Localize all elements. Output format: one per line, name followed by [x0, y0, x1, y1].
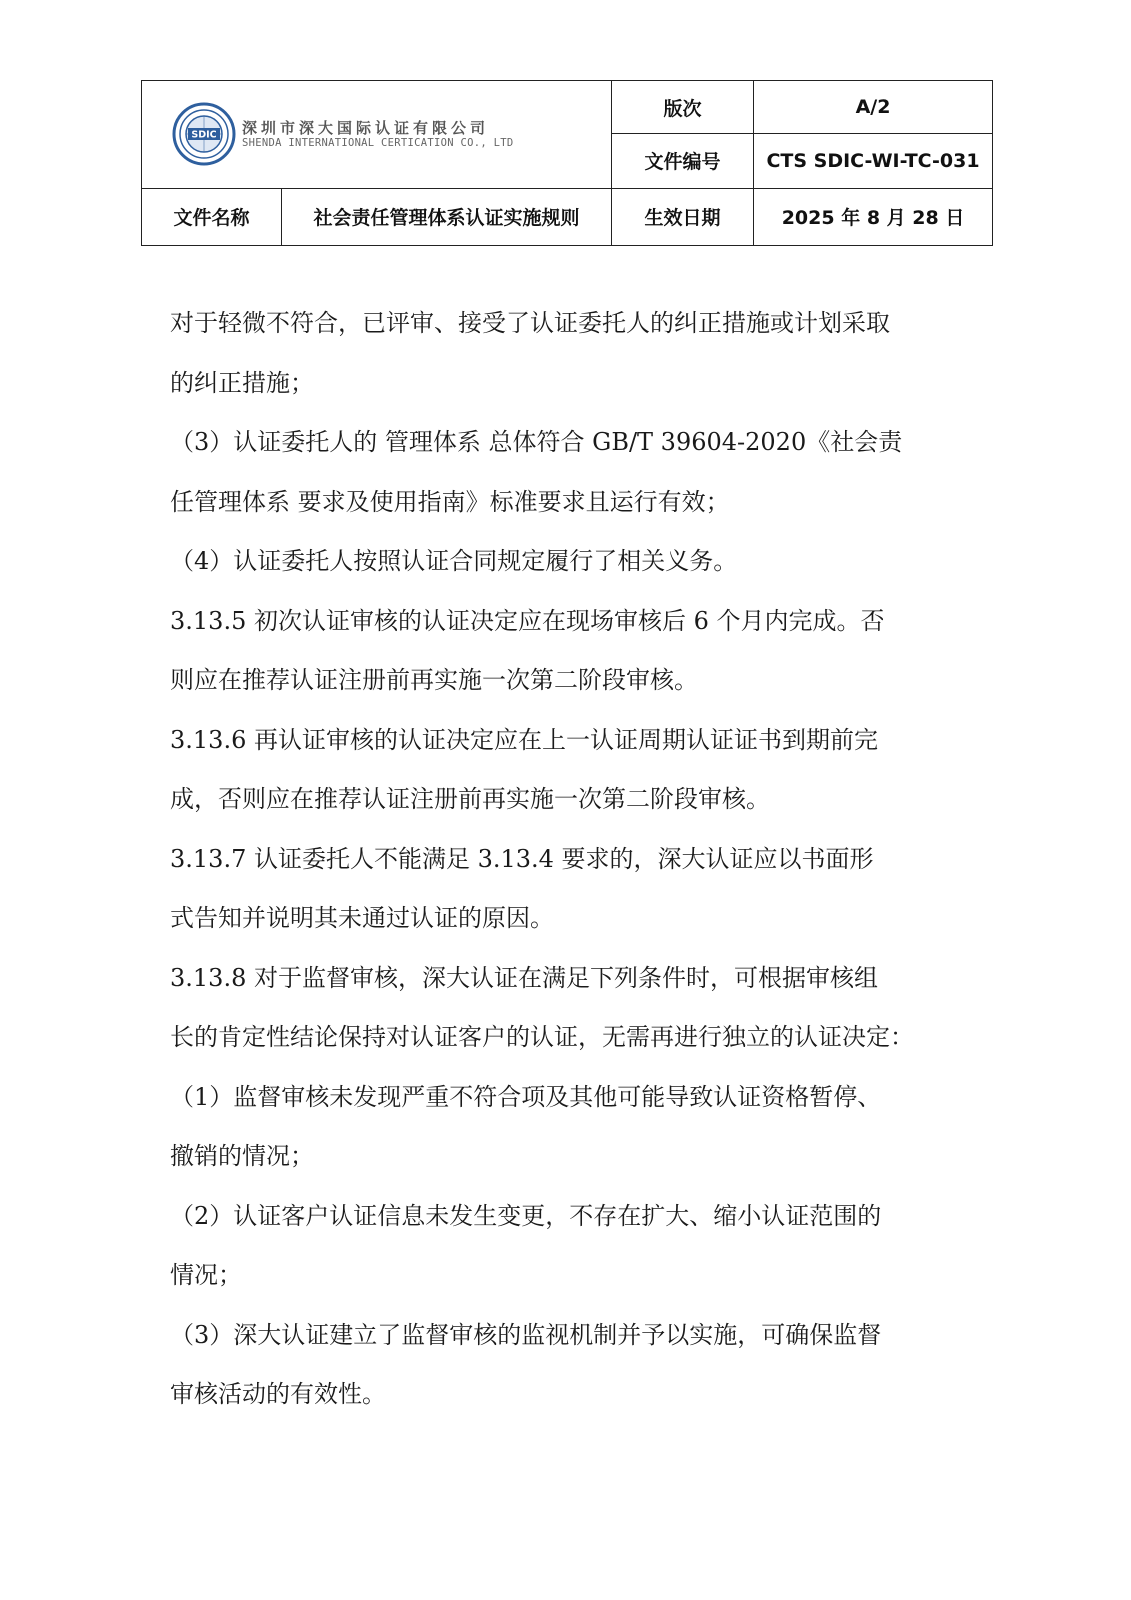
body-line: 撤销的情况；	[170, 1142, 314, 1170]
body-line: 任管理体系 要求及使用指南》标准要求且运行有效；	[170, 487, 730, 516]
version-value: A/2	[754, 81, 993, 134]
body-line: 则应在推荐认证注册前再实施一次第二阶段审核。	[170, 666, 698, 694]
body-line: （4）认证委托人按照认证合同规定履行了相关义务。	[170, 547, 738, 575]
body-line: 情况；	[170, 1261, 242, 1289]
company-name-cn: 深圳市深大国际认证有限公司	[242, 119, 490, 138]
effective-date-value: 2025 年 8 月 28 日	[754, 188, 993, 245]
version-label: 版次	[612, 81, 754, 134]
company-logo	[142, 102, 611, 166]
body-line: 3.13.8 对于监督审核，深大认证在满足下列条件时，可根据审核组	[170, 963, 878, 992]
document-header-table	[141, 80, 993, 246]
company-name-en: SHENDA INTERNATIONAL CERTICATION CO., LTD	[242, 137, 514, 150]
document-body	[170, 294, 970, 1425]
body-line: 对于轻微不符合，已评审、接受了认证委托人的纠正措施或计划采取	[170, 309, 890, 337]
doc-name-label: 文件名称	[142, 188, 282, 245]
body-line: 审核活动的有效性。	[170, 1380, 386, 1408]
body-line: 式告知并说明其未通过认证的原因。	[170, 904, 554, 932]
body-line: 的纠正措施；	[170, 368, 314, 397]
body-line: （3）深大认证建立了监督审核的监视机制并予以实施，可确保监督	[170, 1320, 882, 1349]
doc-name-value: 社会责任管理体系认证实施规则	[282, 188, 612, 245]
effective-date-label: 生效日期	[612, 188, 754, 245]
body-line: （1）监督审核未发现严重不符合项及其他可能导致认证资格暂停、	[170, 1082, 882, 1111]
body-line: 3.13.6 再认证审核的认证决定应在上一认证周期认证证书到期前完	[170, 725, 878, 754]
company-seal-icon	[172, 102, 236, 166]
logo-text: SDIC	[191, 129, 217, 141]
body-line: 成，否则应在推荐认证注册前再实施一次第二阶段审核。	[170, 785, 770, 813]
body-line: （2）认证客户认证信息未发生变更，不存在扩大、缩小认证范围的	[170, 1201, 882, 1230]
doc-number-label: 文件编号	[612, 134, 754, 188]
company-logo-cell	[142, 81, 612, 189]
doc-number-value: CTS SDIC-WI-TC-031	[754, 134, 993, 188]
body-line: 3.13.5 初次认证审核的认证决定应在现场审核后 6 个月内完成。否	[170, 606, 885, 635]
body-line: 3.13.7 认证委托人不能满足 3.13.4 要求的，深大认证应以书面形	[170, 844, 874, 873]
body-line: （3）认证委托人的 管理体系 总体符合 GB/T 39604-2020《社会责	[170, 428, 903, 456]
body-line: 长的肯定性结论保持对认证客户的认证，无需再进行独立的认证决定：	[170, 1023, 914, 1051]
